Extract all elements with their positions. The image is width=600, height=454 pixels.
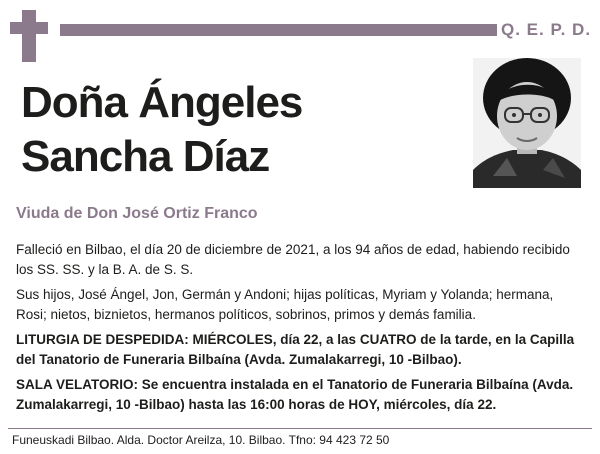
family-paragraph: Sus hijos, José Ángel, Jon, Germán y Andoni; hijas políticas, Myriam y Yolanda; hermana, Rosi; nietos, biznietos, hermanos políticos, sobrinos, primos y demás familia. [16, 287, 554, 322]
cross-icon-bar [10, 22, 48, 34]
wake-paragraph: SALA VELATORIO: Se encuentra instalada en el Tanatorio de Funeraria Bilbaína (Avda. Zumalakarregi, 10 -Bilbao) hasta las 16:00 horas de HOY, miércoles, día 22. [16, 377, 574, 412]
qepd-tag: Q. E. P. D. [501, 20, 592, 39]
widow-of-line: Viuda de Don José Ortiz Franco [16, 205, 258, 222]
name-line-1: Doña Ángeles [21, 78, 303, 127]
notice-body [16, 240, 586, 420]
name-line-2: Sancha Díaz [21, 132, 270, 181]
portrait-photo [473, 58, 581, 188]
farewell-paragraph: LITURGIA DE DESPEDIDA: MIÉRCOLES, día 22, a las CUATRO de la tarde, en la Capilla del Tanatorio de Funeraria Bilbaína (Avda. Zumalakarregi, 10 -Bilbao). [16, 332, 575, 367]
footer-rule [8, 428, 592, 429]
cross-icon [22, 10, 36, 62]
deceased-name [21, 76, 461, 184]
death-notice-paragraph: Falleció en Bilbao, el día 20 de diciembre de 2021, a los 94 años de edad, habiendo recibido los SS. SS. y la B. A. de S. S. [16, 242, 570, 277]
header-rule [60, 24, 497, 36]
funeral-home-footer: Funeuskadi Bilbao. Alda. Doctor Areilza, 10. Bilbao. Tfno: 94 423 72 50 [12, 433, 390, 447]
portrait-image [473, 58, 581, 188]
